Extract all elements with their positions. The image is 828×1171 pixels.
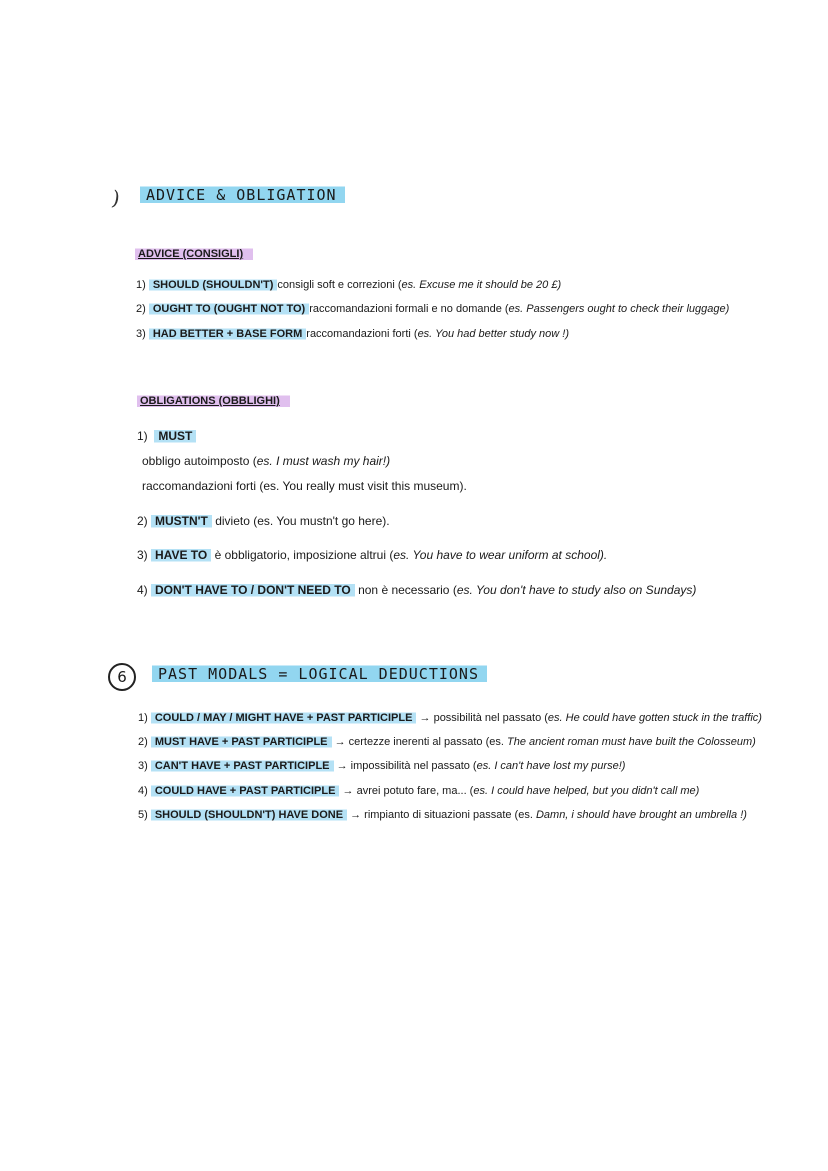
past-modal-item: 1) COULD / MAY / MIGHT HAVE + PAST PARTICIPLE → possibilità nel passato (es. He could have gotten stuck in the traffic) (138, 712, 762, 724)
must-item: 1) MUST (137, 429, 196, 443)
must-line-2: raccomandazioni forti (es. You really must visit this museum). (142, 479, 467, 493)
past-modal-item: 4) COULD HAVE + PAST PARTICIPLE → avrei potuto fare, ma... (es. I could have helped, but you didn't call me) (138, 785, 700, 797)
obligations-heading: OBLIGATIONS (OBBLIGHI) (137, 395, 290, 407)
arrow-icon: → (336, 760, 348, 772)
section-number-circle: 6 (108, 663, 136, 691)
advice-item: 3) HAD BETTER + BASE FORM raccomandazioni forti (es. You had better study now !) (136, 328, 570, 340)
advice-heading: ADVICE (CONSIGLI) (135, 248, 253, 260)
section-title-past-modals: PAST MODALS = LOGICAL DEDUCTIONS (152, 665, 487, 683)
arrow-icon: → (419, 712, 431, 724)
past-modal-item: 2) MUST HAVE + PAST PARTICIPLE → certezze inerenti al passato (es. The ancient roman must have built the Colosseum) (138, 736, 756, 748)
arrow-icon: → (342, 785, 354, 797)
past-modal-item: 5) SHOULD (SHOULDN'T) HAVE DONE → rimpianto di situazioni passate (es. Damn, i should have brought an umbrella !) (138, 809, 747, 821)
obligation-item: 2) MUSTN'T divieto (es. You mustn't go here). (137, 514, 390, 528)
obligation-item: 4) DON'T HAVE TO / DON'T NEED TO non è necessario (es. You don't have to study also on Sundays) (137, 583, 697, 597)
must-line-1: obbligo autoimposto (es. I must wash my hair!) (142, 454, 391, 468)
advice-item: 2) OUGHT TO (OUGHT NOT TO) raccomandazioni formali e no domande (es. Passengers ought to check their luggage) (136, 303, 730, 315)
past-modal-item: 3) CAN'T HAVE + PAST PARTICIPLE → impossibilità nel passato (es. I can't have lost my purse!) (138, 760, 626, 772)
section-title-advice-obligation: ADVICE & OBLIGATION (140, 186, 345, 204)
obligation-item: 3) HAVE TO è obbligatorio, imposizione altrui (es. You have to wear uniform at school). (137, 548, 608, 562)
advice-item: 1) SHOULD (SHOULDN'T) consigli soft e correzioni (es. Excuse me it should be 20 £) (136, 279, 562, 291)
section-bracket-mark: ) (109, 185, 122, 211)
arrow-icon: → (350, 809, 362, 821)
arrow-icon: → (334, 736, 346, 748)
